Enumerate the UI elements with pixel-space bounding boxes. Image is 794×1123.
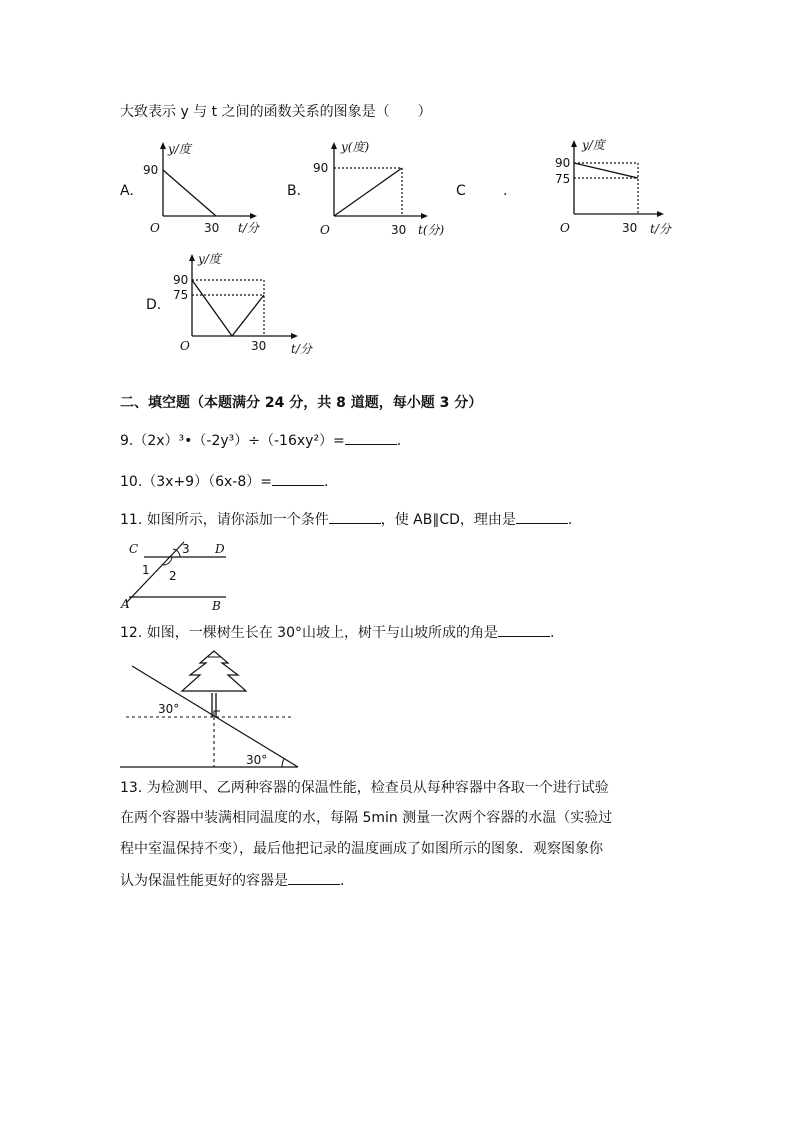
option-a-y-axis-label: y/度 [168,142,191,156]
question-13-line-3: 程中室温保持不变），最后他把记录的温度画成了如图所示的图象．观察图象你 [120,841,603,857]
question-13-answer-blank[interactable] [288,870,340,885]
option-b-y-axis-label: y(度) [341,140,370,154]
option-d-ytick-90: 90 [173,273,189,287]
angle-1-label: 1 [142,563,150,577]
question-10: 10.（3x+9）（6x-8）= . [120,471,328,492]
option-c-y-axis-label: y/度 [582,138,605,152]
question-11-condition-blank[interactable] [329,509,381,524]
question-12-answer-blank[interactable] [498,622,550,637]
question-10-text: 10.（3x+9）（6x-8）= [120,474,272,490]
question-11: 11. 如图所示，请你添加一个条件 ，使 AB∥CD，理由是 . [120,509,572,530]
option-a-origin: O [150,221,160,235]
lower-angle-label: 30° [246,753,268,767]
option-c-ytick-75: 75 [555,172,571,186]
option-c-origin: O [560,221,570,235]
question-12-text: 12. 如图，一棵树生长在 30°山坡上，树干与山坡所成的角是 [120,625,498,641]
option-d-origin: O [180,339,190,353]
option-b-xtick-30: 30 [391,223,407,237]
point-a-label: A [121,597,130,611]
option-d-y-axis-label: y/度 [198,252,221,266]
option-c-dot: . [503,183,508,199]
question-9: 9.（2x）³•（-2y³）÷（-16xy²）= . [120,430,401,451]
question-13-line-4: 认为保温性能更好的容器是 . [120,870,344,891]
question-11-figure [120,538,240,614]
question-10-answer-blank[interactable] [272,471,324,486]
question-12: 12. 如图，一棵树生长在 30°山坡上，树干与山坡所成的角是 . [120,622,554,643]
option-a-ytick-90: 90 [143,163,159,177]
point-c-label: C [129,542,139,556]
question-9-text: 9.（2x）³•（-2y³）÷（-16xy²）= [120,433,345,449]
upper-angle-label: 30° [158,702,180,716]
option-b-origin: O [320,223,330,237]
option-b-x-axis-label: t(分) [418,223,445,237]
option-d-graph [170,250,320,358]
option-d-x-axis-label: t/分 [291,342,312,356]
angle-3-label: 3 [182,542,190,556]
question-13-text-end: 认为保温性能更好的容器是 [120,873,288,889]
question-9-answer-blank[interactable] [345,430,397,445]
question-13-line-2: 在两个容器中装满相同温度的水，每隔 5min 测量一次两个容器的水温（实验过 [120,810,613,826]
question-11-text-b: ，使 AB∥CD，理由是 [380,512,516,528]
option-d-ytick-75: 75 [173,288,189,302]
question-11-text-a: 11. 如图所示，请你添加一个条件 [120,512,329,528]
section-2-heading: 二、填空题（本题满分 24 分，共 8 道题，每小题 3 分） [120,395,483,411]
question-13-line-1: 13. 为检测甲、乙两种容器的保温性能，检查员从每种容器中各取一个进行试验 [120,780,609,796]
q8-stem: 大致表示 y 与 t 之间的函数关系的图象是（ ） [120,104,432,120]
option-a-xtick-30: 30 [204,221,220,235]
option-a-graph [140,140,270,240]
option-d-xtick-30: 30 [251,339,267,353]
question-12-figure [120,645,310,770]
point-b-label: B [212,599,221,613]
option-c-ytick-90: 90 [555,156,571,170]
option-b-label[interactable]: B. [287,183,302,199]
option-b-graph [310,138,460,242]
point-d-label: D [215,542,225,556]
option-c-xtick-30: 30 [622,221,638,235]
option-a-x-axis-label: t/分 [238,221,259,235]
angle-2-label: 2 [169,569,177,583]
option-c-graph [552,136,682,240]
option-c-label[interactable]: C [456,183,466,199]
question-11-reason-blank[interactable] [516,509,568,524]
option-d-label[interactable]: D. [146,297,162,313]
option-c-x-axis-label: t/分 [650,222,671,236]
option-a-label[interactable]: A. [120,183,134,199]
option-b-ytick-90: 90 [313,161,329,175]
